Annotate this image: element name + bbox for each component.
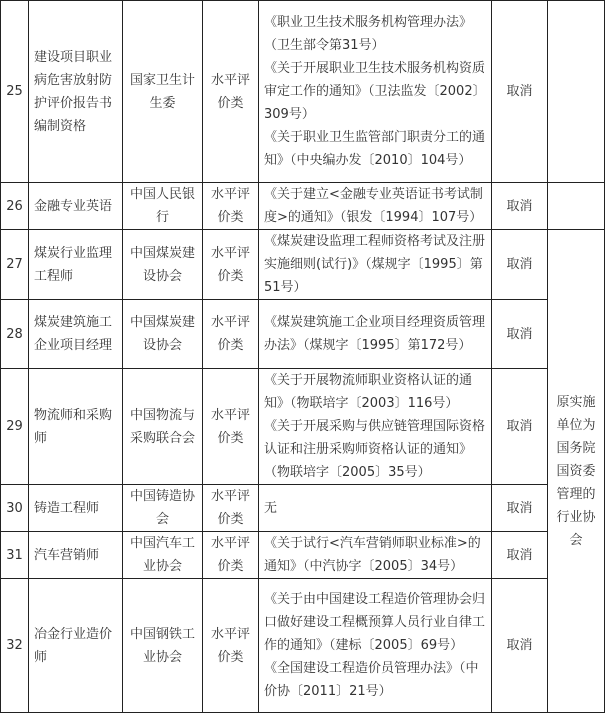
basis-document: 无 [264, 500, 278, 516]
basis-document: 《关于开展采购与供应链管理国际资格认证和注册采购师资格认证的通知》（物联培字〔2005〕35号） [264, 419, 486, 480]
implementing-department: 中国煤炭建设协会 [123, 230, 203, 300]
qualification-type: 水平评价类 [203, 532, 259, 579]
action-decision: 取消 [492, 183, 548, 230]
action-decision: 取消 [492, 1, 548, 183]
qualification-name: 金融专业英语 [29, 183, 123, 230]
basis-document: 《关于建立<金融专业英语证书考试制度>的通知》（银发〔1994〕107号） [264, 187, 483, 225]
row-number: 31 [1, 532, 29, 579]
implementing-department: 国家卫生计生委 [123, 1, 203, 183]
qualification-name: 冶金行业造价师 [29, 579, 123, 713]
implementing-department: 中国铸造协会 [123, 485, 203, 532]
row-number: 26 [1, 183, 29, 230]
implementing-department: 中国汽车工业协会 [123, 532, 203, 579]
basis-document: 《关于开展职业卫生技术服务机构资质审定工作的通知》（卫法监发〔2002〕309号） [264, 61, 486, 122]
qualification-name: 煤炭行业监理工程师 [29, 230, 123, 300]
qualification-name: 建设项目职业病危害放射防护评价报告书编制资格 [29, 1, 123, 183]
qualification-name: 煤炭建筑施工企业项目经理 [29, 300, 123, 369]
legal-basis [259, 579, 492, 713]
merged-remark: 原实施单位为国务院国资委管理的行业协会 [548, 230, 605, 713]
table-row [1, 532, 605, 579]
table-row [1, 1, 605, 183]
legal-basis [259, 183, 492, 230]
basis-document: 《煤炭建筑施工企业项目经理资质管理办法》（煤规字〔1995〕第172号） [264, 315, 486, 353]
action-decision: 取消 [492, 230, 548, 300]
qualification-type: 水平评价类 [203, 579, 259, 713]
qualification-type: 水平评价类 [203, 230, 259, 300]
basis-document: 《关于试行<汽车营销师职业标准>的通知》（中汽协字〔2005〕34号） [264, 536, 481, 574]
action-decision: 取消 [492, 485, 548, 532]
remark-cell-empty [548, 1, 605, 183]
action-decision: 取消 [492, 532, 548, 579]
table-row [1, 300, 605, 369]
action-decision: 取消 [492, 579, 548, 713]
action-decision: 取消 [492, 300, 548, 369]
row-number: 27 [1, 230, 29, 300]
legal-basis [259, 369, 492, 485]
basis-document: 《关于职业卫生监管部门职责分工的通知》（中央编办发〔2010〕104号） [264, 130, 486, 168]
qualification-type: 水平评价类 [203, 485, 259, 532]
legal-basis [259, 532, 492, 579]
legal-basis [259, 230, 492, 300]
table-row [1, 369, 605, 485]
basis-document: 《全国建设工程造价员管理办法》（中价协〔2011〕21号） [264, 661, 479, 699]
legal-basis [259, 300, 492, 369]
row-number: 28 [1, 300, 29, 369]
remark-cell-empty [548, 183, 605, 230]
basis-document: 《关于开展物流师职业资格认证的通知》（物联培字〔2003〕116号） [264, 373, 473, 411]
qualification-type: 水平评价类 [203, 183, 259, 230]
table-row [1, 183, 605, 230]
row-number: 30 [1, 485, 29, 532]
row-number: 25 [1, 1, 29, 183]
qualification-type: 水平评价类 [203, 369, 259, 485]
implementing-department: 中国人民银行 [123, 183, 203, 230]
qualification-type: 水平评价类 [203, 1, 259, 183]
implementing-department: 中国煤炭建设协会 [123, 300, 203, 369]
qualification-name: 物流师和采购师 [29, 369, 123, 485]
basis-document: 《职业卫生技术服务机构管理办法》（卫生部令第31号） [264, 15, 473, 53]
table-row [1, 579, 605, 713]
action-decision: 取消 [492, 369, 548, 485]
implementing-department: 中国钢铁工业协会 [123, 579, 203, 713]
row-number: 29 [1, 369, 29, 485]
table-row [1, 230, 605, 300]
basis-document: 《关于由中国建设工程造价管理协会归口做好建设工程概预算人员行业自律工作的通知》（建标〔2005〕69号） [264, 592, 486, 653]
row-number: 32 [1, 579, 29, 713]
table-row [1, 485, 605, 532]
implementing-department: 中国物流与采购联合会 [123, 369, 203, 485]
legal-basis [259, 1, 492, 183]
legal-basis [259, 485, 492, 532]
basis-document: 《煤炭建设监理工程师资格考试及注册实施细则(试行)》（煤规字〔1995〕第51号） [264, 234, 486, 295]
qualification-name: 汽车营销师 [29, 532, 123, 579]
qualification-type: 水平评价类 [203, 300, 259, 369]
qualification-name: 铸造工程师 [29, 485, 123, 532]
